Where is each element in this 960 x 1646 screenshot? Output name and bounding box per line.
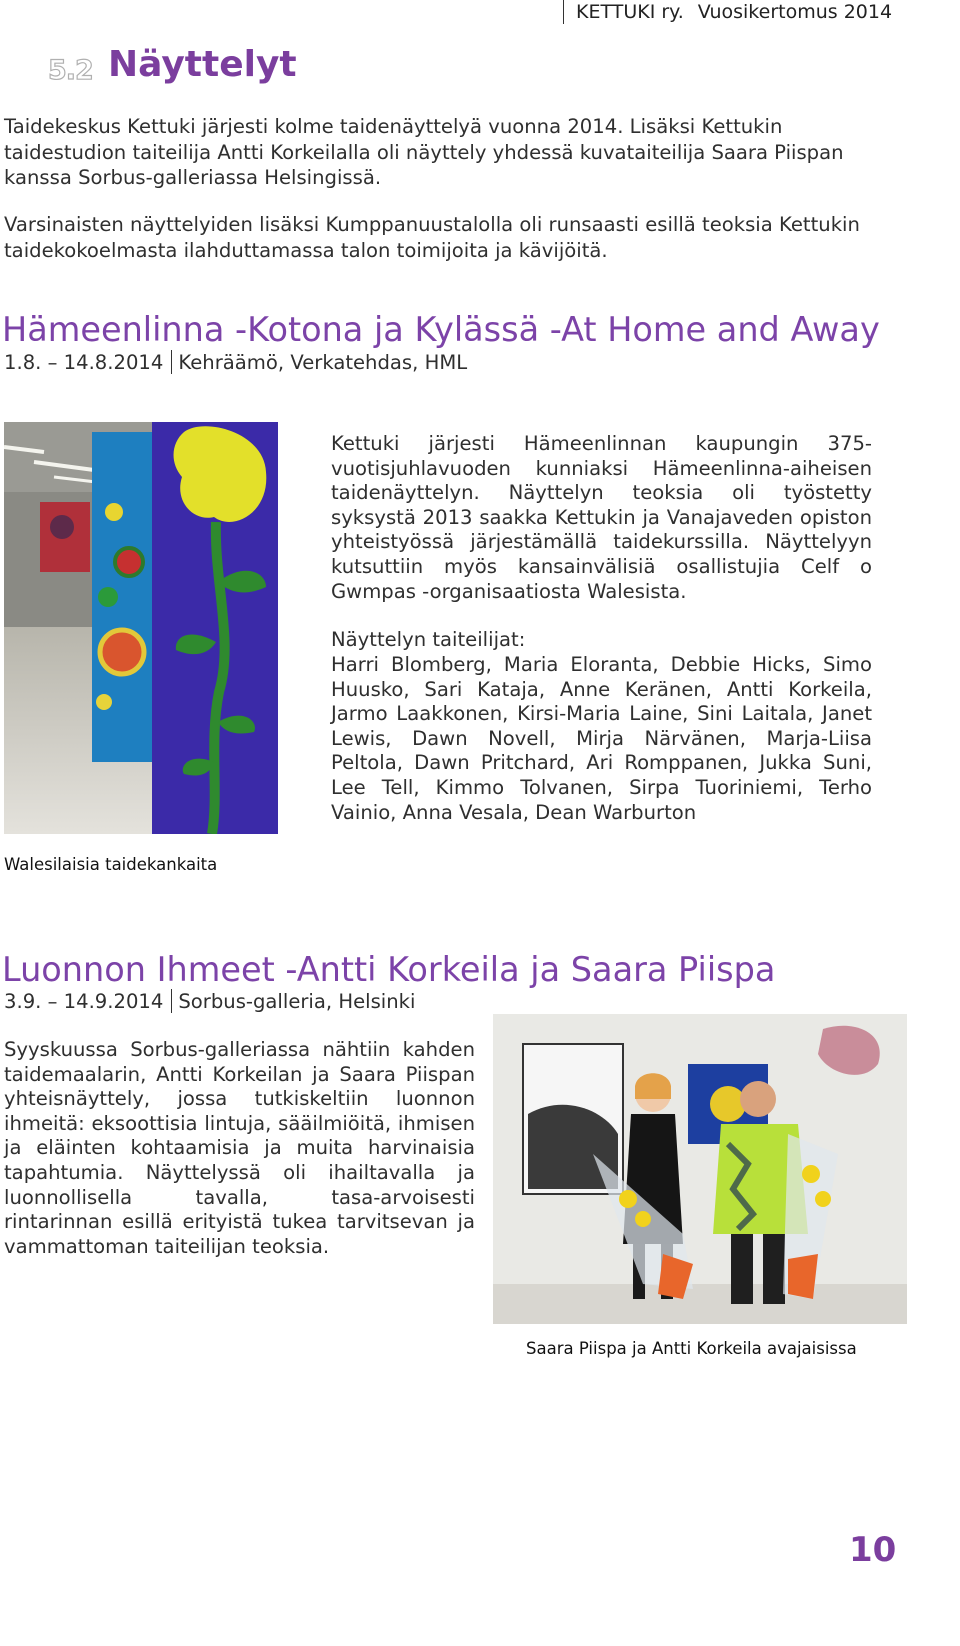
photo-caption-1: Walesilaisia taidekankaita xyxy=(4,855,218,874)
photo-opening-event xyxy=(493,1014,907,1324)
exhibition-2-dateline xyxy=(4,989,415,1014)
section-number: 5.2 xyxy=(48,55,93,86)
exhibition-2-dates: 3.9. – 14.9.2014 xyxy=(4,990,164,1013)
photo-welsh-art-textiles xyxy=(4,422,278,834)
exhibition-2-title: Luonnon Ihmeet -Antti Korkeila ja Saara Piispa xyxy=(2,950,776,989)
page-number: 10 xyxy=(849,1530,897,1570)
exhibition-1-artists-label: Näyttelyn taiteilijat: xyxy=(331,628,526,651)
exhibition-1-dates: 1.8. – 14.8.2014 xyxy=(4,351,164,374)
photo-caption-2: Saara Piispa ja Antti Korkeila avajaisissa xyxy=(526,1339,857,1358)
gallery-photo-illustration xyxy=(4,422,278,834)
exhibition-1-title: Hämeenlinna -Kotona ja Kylässä -At Home and Away xyxy=(2,310,880,349)
divider xyxy=(171,989,172,1013)
exhibition-2-venue: Sorbus-galleria, Helsinki xyxy=(178,990,416,1013)
opening-photo-illustration xyxy=(493,1014,907,1324)
exhibition-1-dateline xyxy=(4,350,467,375)
header-report: Vuosikertomus 2014 xyxy=(697,1,893,23)
exhibition-1-artists: Harri Blomberg, Maria Eloranta, Debbie Hicks, Simo Huusko, Sari Kataja, Anne Keränen, Antti Korkeila, Jarmo Laakkonen, Kirsi-Maria Laine, Sini Laitala, Janet Lewis, Dawn Novell, Mirja Närvänen, Marja-Liisa Peltola, Dawn Pritchard, Ari Romppanen, Jukka Suni, Lee Tell, Kimmo Tolvanen, Sirpa Tuoriniemi, Terho Vainio, Anna Vesala, Dean Warburton xyxy=(331,653,872,824)
intro-paragraph-1: Taidekeskus Kettuki järjesti kolme taidenäyttelyä vuonna 2014. Lisäksi Kettukin taidestudion taiteilija Antti Korkeilalla oli näyttely yhdessä kuvataiteilija Saara Piispan kanssa Sorbus-galleriassa Helsingissä. xyxy=(4,115,844,189)
divider xyxy=(171,350,172,374)
exhibition-2-description: Syyskuussa Sorbus-galleriassa nähtiin kahden taidemaalarin, Antti Korkeilan ja Saara Piispan yhteisnäyttely, jossa tutkiskeltiin luonnon ihmeitä: eksoottisia lintuja, sääilmiöitä, ihmisen ja eläinten kohtaamisia ja muita harvinaisia tapahtumia. Näyttelyssä oli ihailtavalla ja luonnollisella tavalla, tasa-arvoisesti rintarinnan esillä erityistä tukea tarvitsevan ja vammattoman taiteilijan teoksia. xyxy=(4,1038,475,1258)
intro-paragraph-2: Varsinaisten näyttelyiden lisäksi Kumppanuustalolla oli runsaasti esillä teoksia Kettukin taidekokoelmasta ilahduttamassa talon toimijoita ja kävijöitä. xyxy=(4,213,860,262)
exhibition-1-description: Kettuki järjesti Hämeenlinnan kaupungin 375-vuotisjuhlavuoden kunniaksi Hämeenlinna-aiheisen taidenäyttelyn. Näyttelyn teoksia oli työstetty syksystä 2013 saakka Kettukin ja Vanajaveden opiston yhteistyössä järjestämällä taidekurssilla. Näyttelyyn kutsuttiin myös kansainvälisiä osallistujia Celf o Gwmpas -organisaatiosta Walesista. xyxy=(331,432,872,603)
running-header xyxy=(563,0,892,24)
section-title: Näyttelyt xyxy=(108,44,297,85)
exhibition-1-venue: Kehräämö, Verkatehdas, HML xyxy=(178,351,468,374)
header-org: KETTUKI ry. xyxy=(576,1,684,23)
